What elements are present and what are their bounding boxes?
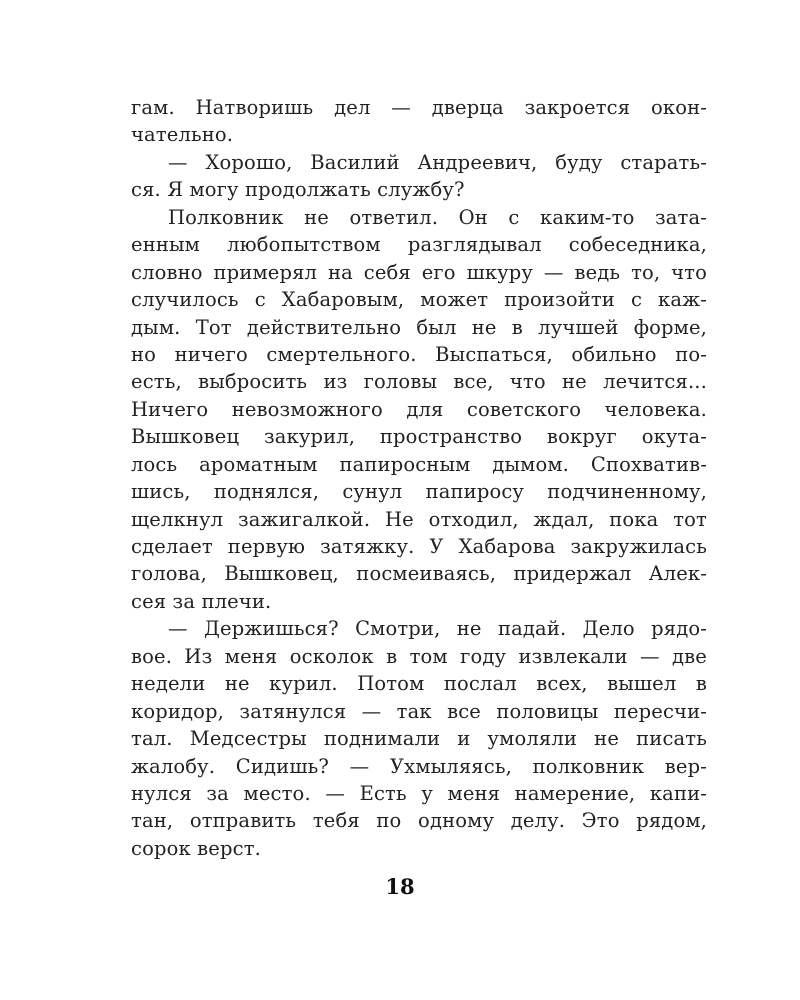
text-line: Ничего невозможного для советского человека. — [131, 397, 707, 421]
text-line: гам. Натворишь дел — дверца закроется окон- — [131, 96, 707, 119]
text-line: сея за плечи. — [131, 589, 272, 613]
text-line: тал. Медсестры поднимали и умоляли не писать — [131, 727, 707, 751]
text-line: голова, Вышковец, посмеиваясь, придержал Алек- — [131, 562, 707, 586]
text-line: лось ароматным папиросным дымом. Спохватив- — [131, 452, 707, 476]
text-line: недели не курил. Потом послал всех, вышел в — [131, 672, 707, 696]
text-line: шись, поднялся, сунул папиросу подчиненному, — [131, 480, 707, 504]
text-line: щелкнул зажигалкой. Не отходил, ждал, пока тот — [131, 507, 707, 531]
text-line: есть, выбросить из головы все, что не лечится... — [131, 370, 707, 394]
text-line: случилось с Хабаровым, может произойти с каж- — [131, 288, 707, 312]
text-line: — Хорошо, Василий Андреевич, буду старать- — [168, 150, 707, 174]
text-line: енным любопытством разглядывал собеседника, — [131, 233, 707, 257]
text-line: Полковник не ответил. Он с каким-то зата- — [168, 205, 707, 229]
text-line: нулся за место. — Есть у меня намерение, капи- — [131, 781, 707, 805]
page-number: 18 — [385, 874, 415, 899]
text-line: Вышковец закурил, пространство вокруг окута- — [131, 425, 707, 449]
text-line: но ничего смертельного. Выспаться, обильно по- — [131, 342, 707, 366]
body-text — [131, 94, 707, 862]
text-line: сорок верст. — [131, 836, 261, 860]
text-line: дым. Тот действительно был не в лучшей форме, — [131, 315, 707, 339]
text-line: чательно. — [131, 123, 234, 147]
text-line: — Держишься? Смотри, не падай. Дело рядо- — [168, 617, 707, 641]
text-line: ся. Я могу продолжать службу? — [131, 178, 465, 202]
text-line: тан, отправить тебя по одному делу. Это рядом, — [131, 809, 707, 833]
text-line: словно примерял на себя его шкуру — ведь то, что — [131, 260, 707, 284]
text-line: вое. Из меня осколок в том году извлекали — две — [131, 644, 707, 668]
text-line: жалобу. Сидишь? — Ухмыляясь, полковник вер- — [131, 754, 707, 778]
text-line: коридор, затянулся — так все половицы пересчи- — [131, 699, 707, 723]
text-line: сделает первую затяжку. У Хабарова закружилась — [131, 535, 707, 558]
